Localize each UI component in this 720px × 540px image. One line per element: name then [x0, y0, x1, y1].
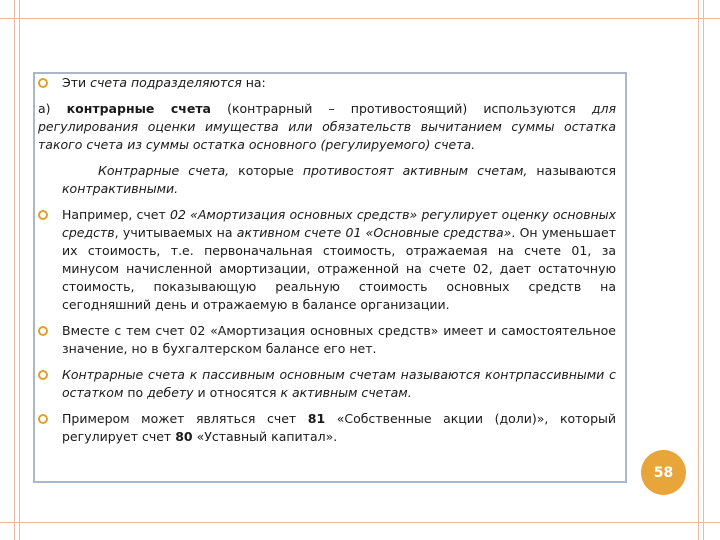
circle-bullet-icon [38, 370, 48, 380]
slide-content [38, 74, 616, 454]
frame-line-left-inner [19, 0, 20, 540]
paragraph-contrapassive: Контрарные счета к пассивным основным счетам называются контрпассивными с остатком по дебету и относятся к активным счетам. [38, 366, 616, 402]
frame-line-right-inner [703, 0, 704, 540]
frame-line-left-outer [14, 0, 15, 540]
frame-line-bottom [0, 522, 720, 523]
frame-line-top [0, 18, 720, 19]
circle-bullet-icon [38, 210, 48, 220]
page-number-badge: 58 [641, 450, 686, 495]
paragraph-account-81: Примером может являться счет 81 «Собственные акции (доли)», который регулирует счет 80 «Уставный капитал». [38, 410, 616, 446]
paragraph-example: Например, счет 02 «Амортизация основных средств» регулирует оценку основных средств, учитываемых на активном счете 01 «Основные средства». Он уменьшает их стоимость, т.е. первоначальная стоимость, отражаемая на счете 01, за минусом начисленной амортизации, отраженной на счете 02, дает остаточную стоимость, показывающую реальную стоимость основных средств на сегодняшний день и отражаемую в балансе организации. [38, 206, 616, 314]
paragraph-independent-meaning: Вместе с тем счет 02 «Амортизация основных средств» имеет и самостоятельное значение, но в бухгалтерском балансе его нет. [38, 322, 616, 358]
paragraph-contractive: Контрарные счета, которые противостоят активным счетам, называются контрактивными. [62, 163, 617, 196]
circle-bullet-icon [38, 326, 48, 336]
circle-bullet-icon [38, 78, 48, 88]
circle-bullet-icon [38, 414, 48, 424]
paragraph-contrary-accounts: а) контрарные счета (контрарный – противостоящий) используются для регулирования оценки имущества или обязательств вычитанием суммы остатка такого счета из суммы остатка основного (регулируемого) счета. [38, 101, 616, 152]
paragraph-intro: Эти счета подразделяются на: [38, 74, 616, 92]
frame-line-right-outer [698, 0, 699, 540]
